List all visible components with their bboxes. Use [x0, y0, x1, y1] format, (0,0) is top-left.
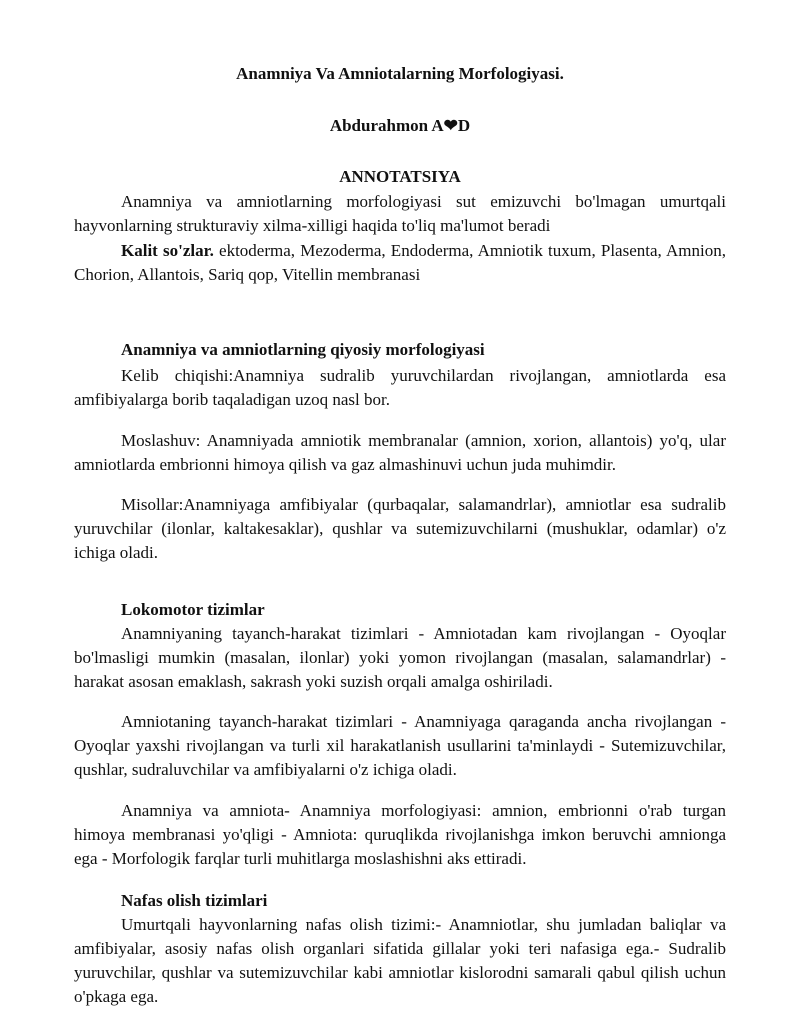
section-paragraph	[74, 493, 726, 565]
section-paragraph	[74, 429, 726, 477]
section-paragraph	[74, 364, 726, 412]
annotation-heading: ANNOTATSIYA	[339, 167, 461, 186]
paragraph-text: Amniotaning tayanch-harakat tizimlari - Anamniyaga qaraganda ancha rivojlangan - Oyoqlar yaxshi rivojlangan va turli xil harakatlanish usullarini ta'minlaydi - Sutemizuvchilar, qushlar, sudraluvchilar va amfibiyalarni o'z ichiga oladi.	[74, 712, 726, 779]
annotation-paragraph	[74, 190, 726, 238]
keywords-text: ektoderma, Mezoderma, Endoderma, Amniotik tuxum, Plasenta, Amnion, Chorion, Allantois, Sariq qop, Vitellin membranasi	[74, 241, 726, 284]
section-heading: Nafas olish tizimlari	[121, 891, 268, 910]
paragraph-text: Moslashuv: Anamniyada amniotik membranalar (amnion, xorion, allantois) yo'q, ular amniotlarda embrionni himoya qilish va gaz almashinuvi uchun juda muhimdir.	[74, 431, 726, 474]
document-title: Anamniya Va Amniotalarning Morfologiyasi.	[236, 64, 564, 83]
section-heading: Anamniya va amniotlarning qiyosiy morfologiyasi	[121, 340, 485, 359]
section-heading: Lokomotor tizimlar	[121, 600, 265, 619]
paragraph-text: Anamniyaning tayanch-harakat tizimlari - Amniotadan kam rivojlangan - Oyoqlar bo'lmasligi mumkin (masalan, ilonlar) yoki yomon rivojlangan (masalan, salamandrlar) - harakat asosan emaklash, sakrash yoki suzish orqali amalga oshiriladi.	[74, 624, 726, 691]
document-author: Abdurahmon A❤D	[329, 116, 471, 135]
section-paragraph	[74, 799, 726, 871]
paragraph-text: Anamniya va amniota- Anamniya morfologiyasi: amnion, embrionni o'rab turgan himoya membranasi yo'qligi - Amniota: quruqlikda rivojlanishga imkon beruvchi amnionga ega - Morfologik farqlar turli muhitlarga moslashishni aks ettiradi.	[74, 801, 726, 868]
paragraph-text: Misollar:Anamniyaga amfibiyalar (qurbaqalar, salamandrlar), amniotlar esa sudralib yuruvchilar (ilonlar, kaltakesaklar), qushlar va sutemizuvchilarni (mushuklar, odamlar) o'z ichiga oladi.	[74, 495, 726, 562]
section-paragraph	[74, 622, 726, 694]
keywords-label: Kalit so'zlar.	[121, 241, 214, 260]
paragraph-text: Umurtqali hayvonlarning nafas olish tizimi:- Anamniotlar, shu jumladan baliqlar va amfibiyalar, asosiy nafas olish organlari sifatida gillalar yoki teri nafasiga ega.- Sudralib yuruvchilar, qushlar va sutemizuvchilar kabi amniotlar kislorodni samarali qabul qilish uchun o'pkaga ega.	[74, 915, 726, 1006]
annotation-text: Anamniya va amniotlarning morfologiyasi sut emizuvchi bo'lmagan umurtqali hayvonlarning strukturaviy xilma-xilligi haqida to'liq ma'lumot beradi	[74, 192, 726, 235]
paragraph-text: Kelib chiqishi:Anamniya sudralib yuruvchilardan rivojlangan, amniotlarda esa amfibiyalarga borib taqaladigan uzoq nasl bor.	[74, 366, 726, 409]
section-paragraph	[74, 710, 726, 782]
section-paragraph	[74, 913, 726, 1009]
keywords-paragraph	[74, 239, 726, 287]
